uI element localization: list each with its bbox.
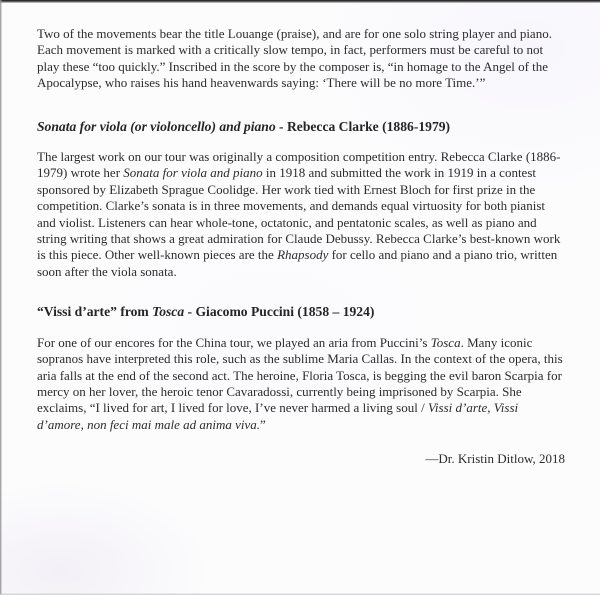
puccini-paragraph-seg3: . Many iconic sopranos have interpreted this role, such as the sublime Maria Callas. In the context of the opera, this aria falls at the end of the second act. The heroine, Floria Tosca, is begging the evil baron Scarpia for mercy on her lover, the heroic tenor Cavaradossi, currently being imprisoned by Scarpia. She exclaims, “I lived for art, I lived for love, I’ve never harmed a living soul / [37, 334, 563, 416]
puccini-paragraph-seg1: For one of our encores for the China tour, we played an aria from Puccini’s [37, 334, 431, 350]
page-left-edge [0, 0, 2, 595]
puccini-section-heading [37, 304, 565, 320]
puccini-paragraph-italian-quote: Vissi d’arte, Vissi d’amore, non feci mai male ad anima viva. [37, 400, 519, 432]
puccini-heading-aria-title: “Vissi d’arte” from [37, 304, 153, 320]
clarke-paragraph-seg5: for cello and piano and a piano trio, written soon after the viola sonata. [37, 247, 558, 279]
clarke-paragraph-rhapsody-title: Rhapsody [277, 247, 329, 263]
puccini-paragraph-opera-title: Tosca [430, 334, 461, 350]
puccini-paragraph-seg5: ” [260, 416, 266, 432]
clarke-heading-work-title: Sonata for viola (or violoncello) and piano [37, 118, 276, 134]
puccini-heading-opera-title: Tosca [152, 304, 185, 320]
clarke-paragraph-seg3: in 1918 and submitted the work in 1919 in a contest sponsored by Elizabeth Sprague Coolidge. Her work tied with Ernest Bloch for first prize in the competition. Clarke’s sonata is in three movements, and demands equal virtuosity for both pianist and violist. Listeners can hear whole-tone, octatonic, and pentatonic scales, as well as piano and string writing that shows a great admiration for Claude Debussy. Rebecca Clarke’s best-known work is this piece. Other well-known pieces are the [37, 165, 561, 263]
clarke-paragraph [37, 149, 565, 280]
intro-paragraph: Two of the movements bear the title Louange (praise), and are for one solo string player and piano. Each movement is marked with a critically slow tempo, in fact, performers must be careful to not play these “too quickly.” Inscribed in the score by the composer is, “in homage to the Angel of the Apocalypse, who raises his hand heavenwards saying: ‘There will be no more Time.’” [37, 26, 552, 91]
clarke-heading-composer: - Rebecca Clarke (1886-1979) [275, 118, 451, 134]
clarke-paragraph-work-title: Sonata for viola and piano [123, 165, 263, 181]
page-top-edge [0, 0, 600, 3]
puccini-heading-composer: - Giacomo Puccini (1858 – 1924) [184, 304, 375, 320]
clarke-paragraph-seg1: The largest work on our tour was originally a composition competition entry. Rebecca Clarke (1886-1979) wrote her [37, 149, 561, 181]
author-attribution: —Dr. Kristin Ditlow, 2018 [425, 451, 565, 467]
clarke-section-heading [37, 119, 565, 135]
puccini-paragraph [37, 335, 565, 433]
